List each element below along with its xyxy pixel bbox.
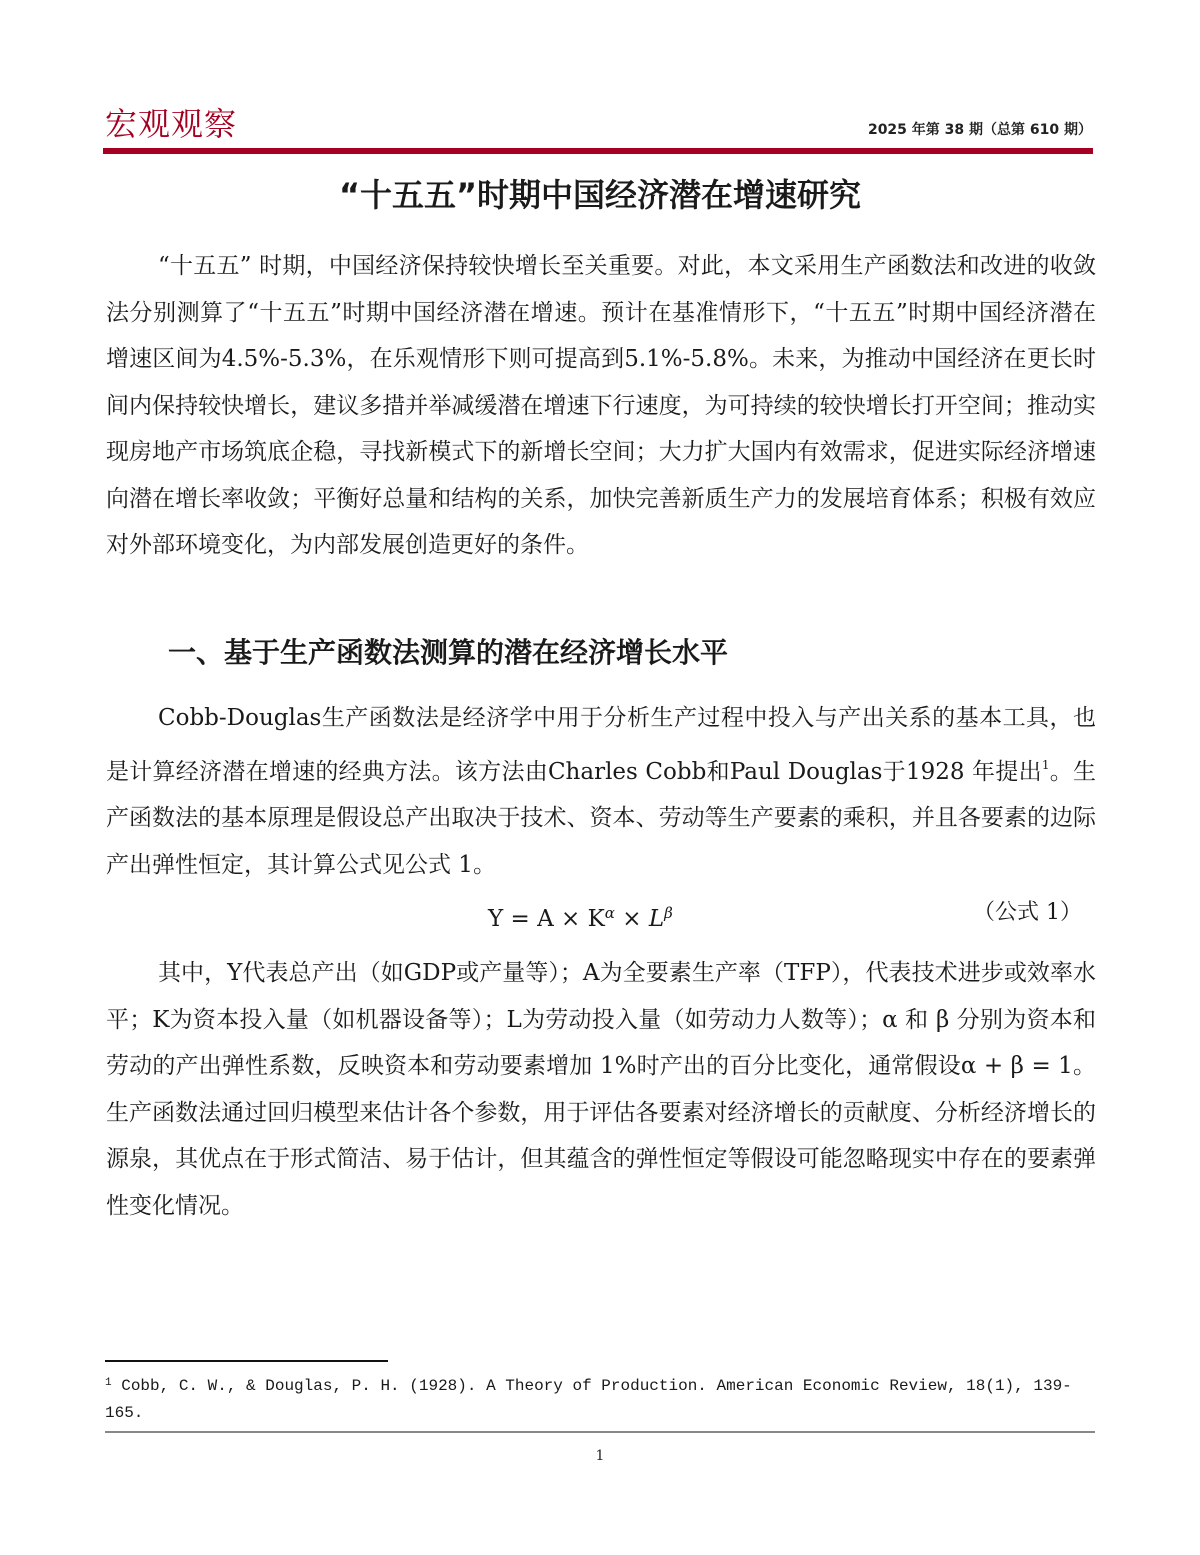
footnote — [105, 1370, 1095, 1427]
formula-L: L — [648, 906, 665, 932]
page-title: “十五五”时期中国经济潜在增速研究 — [338, 176, 862, 214]
formula-exponent-beta: β — [664, 904, 673, 922]
formula-exponent-alpha: α — [604, 904, 615, 922]
header-rule — [103, 148, 1093, 154]
section-heading: 一、基于生产函数法测算的潜在经济增长水平 — [168, 636, 729, 669]
formula-mid: × — [614, 906, 649, 932]
page-number: 1 — [595, 1448, 605, 1464]
footnote-reference[interactable]: 1 — [1041, 757, 1050, 772]
body-paragraph-2: 其中，Y代表总产出（如GDP或产量等）；A为全要素生产率（TFP），代表技术进步或效率水平；K为资本投入量（如机器设备等）；L为劳动投入量（如劳动力人数等）；α 和 β 分别为资本和劳动的产出弹性系数，反映资本和劳动要素增加 1%时产出的百分比变化，通常假设α + β = 1。生产函数法通过回归模型来估计各个参数，用于评估各要素对经济增长的贡献度、分析经济增长的源泉，其优点在于形式简洁、易于估计，但其蕴含的弹性恒定等假设可能忽略现实中存在的要素弹性变化情况。 — [106, 960, 1096, 1219]
footer-rule — [105, 1431, 1095, 1433]
formula-label: （公式 1） — [973, 900, 1082, 925]
issue-number: 2025 年第 38 期（总第 610 期） — [867, 122, 1092, 138]
footnote-marker: 1 — [105, 1377, 112, 1389]
paragraph-text: 。生产函数法的基本原理是假设总产出取决于技术、资本、劳动等生产要素的乘积，并且各要素的边际产出弹性恒定，其计算公式见公式 1。 — [106, 758, 1097, 878]
footnote-rule — [105, 1360, 388, 1362]
header-brand: 宏观观察 — [105, 105, 238, 143]
formula — [488, 893, 673, 939]
paragraph-text: Cobb-Douglas生产函数法是经济学中用于分析生产过程中投入与产出关系的基本工具，也是计算经济潜在增速的经典方法。该方法由Charles Cobb和Paul Douglas于1928 年提出 — [106, 705, 1096, 785]
formula-lhs: Y = A × K — [488, 906, 605, 932]
abstract-paragraph: “十五五” 时期，中国经济保持较快增长至关重要。对此，本文采用生产函数法和改进的收敛法分别测算了“十五五”时期中国经济潜在增速。预计在基准情形下，“十五五”时期中国经济潜在增速区间为4.5%-5.3%，在乐观情形下则可提高到5.1%-5.8%。未来，为推动中国经济在更长时间内保持较快增长，建议多措并举减缓潜在增速下行速度，为可持续的较快增长打开空间；推动实现房地产市场筑底企稳，寻找新模式下的新增长空间；大力扩大国内有效需求，促进实际经济增速向潜在增长率收敛；平衡好总量和结构的关系，加快完善新质生产力的发展培育体系；积极有效应对外部环境变化，为内部发展创造更好的条件。 — [106, 253, 1096, 558]
footnote-text: Cobb, C. W., & Douglas, P. H. (1928). A Theory of Production. American Economic Review, 18(1), 139-165. — [105, 1377, 1072, 1422]
body-paragraph-1 — [106, 695, 1096, 888]
